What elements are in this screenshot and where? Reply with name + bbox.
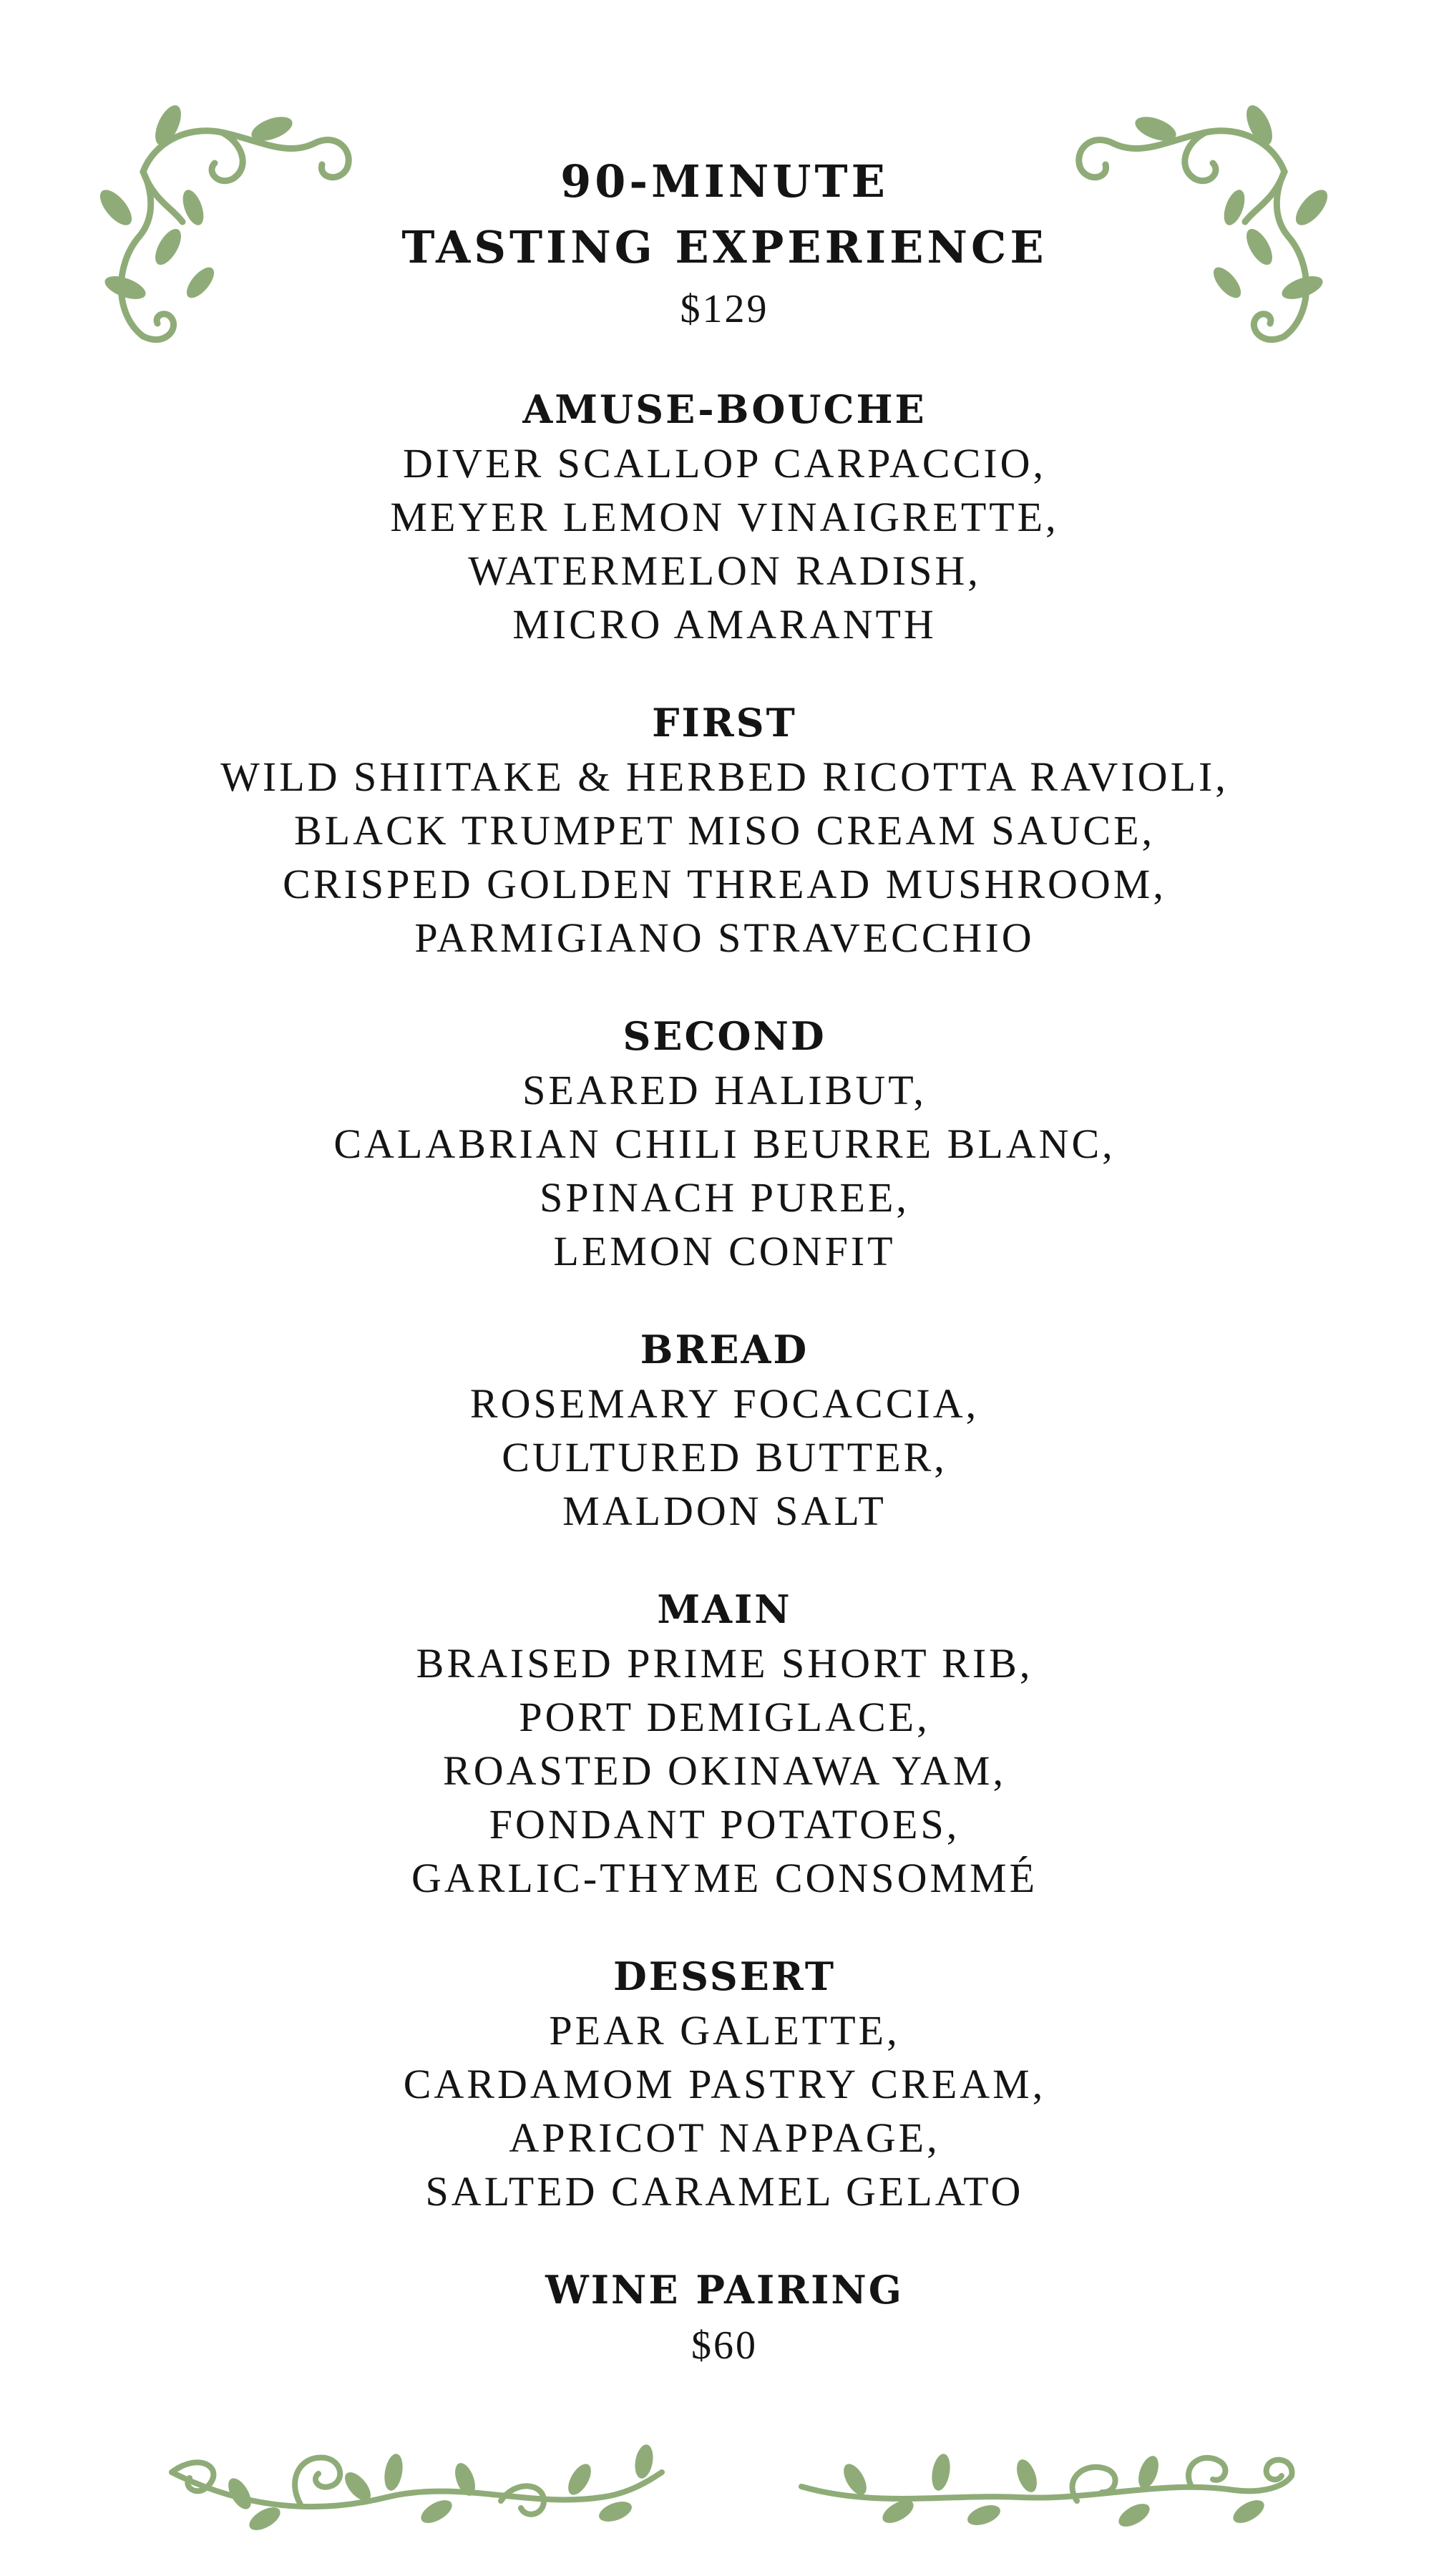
- dish-line: PEAR GALETTE,: [549, 2007, 900, 2054]
- dish-line: WATERMELON RADISH,: [468, 547, 981, 594]
- course-first: [0, 696, 1449, 965]
- dish-line: MICRO AMARANTH: [512, 601, 937, 648]
- course-bread: [0, 1322, 1449, 1538]
- dish-line: BRAISED PRIME SHORT RIB,: [416, 1640, 1033, 1687]
- dish-line: DIVER SCALLOP CARPACCIO,: [402, 440, 1047, 487]
- course-title: AMUSE-BOUCHE: [522, 386, 927, 432]
- wine-pairing-title: WINE PAIRING: [545, 2267, 904, 2313]
- dish-line: SEARED HALIBUT,: [522, 1067, 927, 1113]
- dish-line: MALDON SALT: [562, 1488, 887, 1534]
- vine-border-icon: [157, 2429, 673, 2537]
- course-second: [0, 1009, 1449, 1278]
- dish-line: MEYER LEMON VINAIGRETTE,: [390, 494, 1059, 540]
- dish-line: CRISPED GOLDEN THREAD MUSHROOM,: [283, 861, 1166, 907]
- course-title: DESSERT: [613, 1953, 836, 1999]
- course-title: BREAD: [640, 1327, 809, 1372]
- dish-line: CALABRIAN CHILI BEURRE BLANC,: [333, 1121, 1116, 1167]
- dish-line: LEMON CONFIT: [553, 1228, 896, 1274]
- dish-line: SPINACH PUREE,: [540, 1174, 909, 1221]
- dish-line: ROASTED OKINAWA YAM,: [443, 1747, 1006, 1794]
- dish-line: CULTURED BUTTER,: [502, 1434, 947, 1480]
- dish-line: CARDAMOM PASTRY CREAM,: [403, 2061, 1046, 2107]
- wine-pairing-price: $60: [691, 2323, 758, 2368]
- vine-border-icon: [791, 2429, 1306, 2537]
- dish-line: PORT DEMIGLACE,: [519, 1694, 930, 1740]
- course-main: [0, 1582, 1449, 1905]
- dish-line: APRICOT NAPPAGE,: [509, 2114, 940, 2161]
- wine-pairing: [0, 2263, 1449, 2374]
- course-title: FIRST: [652, 700, 797, 746]
- menu-price: $129: [680, 287, 769, 331]
- course-title: SECOND: [623, 1013, 826, 1059]
- dish-line: PARMIGIANO STRAVECCHIO: [414, 914, 1035, 961]
- dish-line: GARLIC-THYME CONSOMMÉ: [411, 1855, 1038, 1901]
- menu-title-line-1: 90-MINUTE: [560, 155, 889, 208]
- course-amuse-bouche: [0, 382, 1449, 651]
- dish-line: FONDANT POTATOES,: [489, 1801, 960, 1848]
- dish-line: BLACK TRUMPET MISO CREAM SAUCE,: [293, 807, 1156, 854]
- course-title: MAIN: [657, 1586, 792, 1632]
- dish-line: ROSEMARY FOCACCIA,: [469, 1380, 980, 1427]
- course-dessert: [0, 1949, 1449, 2218]
- dish-line: SALTED CARAMEL GELATO: [425, 2168, 1024, 2215]
- menu-title-line-2: TASTING EXPERIENCE: [401, 221, 1048, 273]
- dish-line: WILD SHIITAKE & HERBED RICOTTA RAVIOLI,: [220, 753, 1229, 800]
- tasting-menu: [0, 149, 1449, 2374]
- menu-header: [0, 149, 1449, 338]
